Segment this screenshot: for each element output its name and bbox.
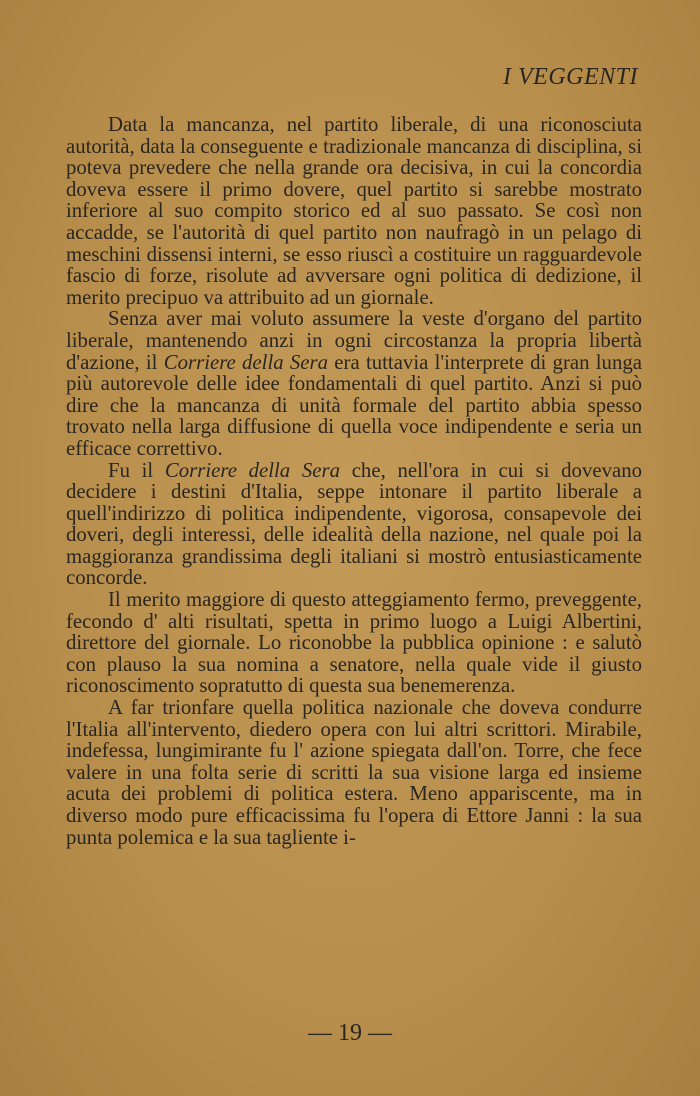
text-run: Il merito maggiore di questo atteggiamento fermo, preveggente, fecondo d' alti risultati, spetta in primo luogo a Luigi Albertini, direttore del giornale. Lo riconobbe la pubblica opinione : e salutò con plauso la sua nomina a senatore, nella quale vide il giusto riconoscimento sopratutto di questa sua benemerenza. — [66, 588, 642, 698]
page-number: — 19 — — [308, 1020, 392, 1046]
italic-title: Corriere della Sera — [163, 350, 329, 374]
paragraph — [66, 114, 642, 308]
italic-title: Corriere della Sera — [164, 458, 341, 482]
text-run: Data la mancanza, nel partito liberale, di una riconosciuta autorità, data la conseguente e tradizionale mancanza di disciplina, si poteva prevedere che nella grande ora decisiva, in cui la concordia doveva essere il primo dovere, quel partito si sarebbe mostrato inferiore al suo compito storico ed al suo passato. Se così non accadde, se l'autorità di quel partito non naufragò in un pelago di meschini dissensi interni, se esso riuscì a costituire un ragguardevole fascio di forze, risolute ad avversare ogni politica di dedizione, il merito precipuo va attribuito ad un giornale. — [66, 113, 642, 309]
body-text — [66, 114, 642, 848]
paragraph — [66, 308, 642, 459]
text-run: Fu il — [108, 458, 165, 482]
paragraph — [66, 697, 642, 848]
paragraph — [66, 589, 642, 697]
text-run: era tuttavia l'interprete di gran lunga più autorevole delle idee fondamentali di quel partito. Anzi si può dire che la mancanza di unità formale del partito abbia spesso trovato nella larga diffusione di quella voce indipendente e seria un efficace correttivo. — [66, 350, 642, 460]
text-run: A far trionfare quella politica nazionale che doveva condurre l'Italia all'intervento, diedero opera con lui altri scrittori. Mirabile, indefessa, lungimirante fu l' azione spiegata dall'on. Torre, che fece valere in una folta serie di scritti la sua visione larga ed insieme acuta dei problemi di politica estera. Meno appariscente, ma in diverso modo pure efficacissima fu l'opera di Ettore Janni : la sua punta polemica e la sua tagliente i- — [66, 696, 642, 849]
running-head: I VEGGENTI — [503, 64, 638, 90]
text-run: che, nell'ora in cui si dovevano decidere i destini d'Italia, seppe intonare il partito liberale a quell'indirizzo di politica indipendente, vigorosa, consapevole dei doveri, degli interessi, delle idealità della nazione, nel quale poi la maggioranza grandissima degli italiani si mostrò entusiasticamente concorde. — [66, 458, 642, 590]
text-run: Senza aver mai voluto assumere la veste d'organo del partito liberale, mantenendo anzi in ogni circostanza la propria libertà d'azione, il — [66, 307, 642, 374]
paragraph — [66, 460, 642, 590]
